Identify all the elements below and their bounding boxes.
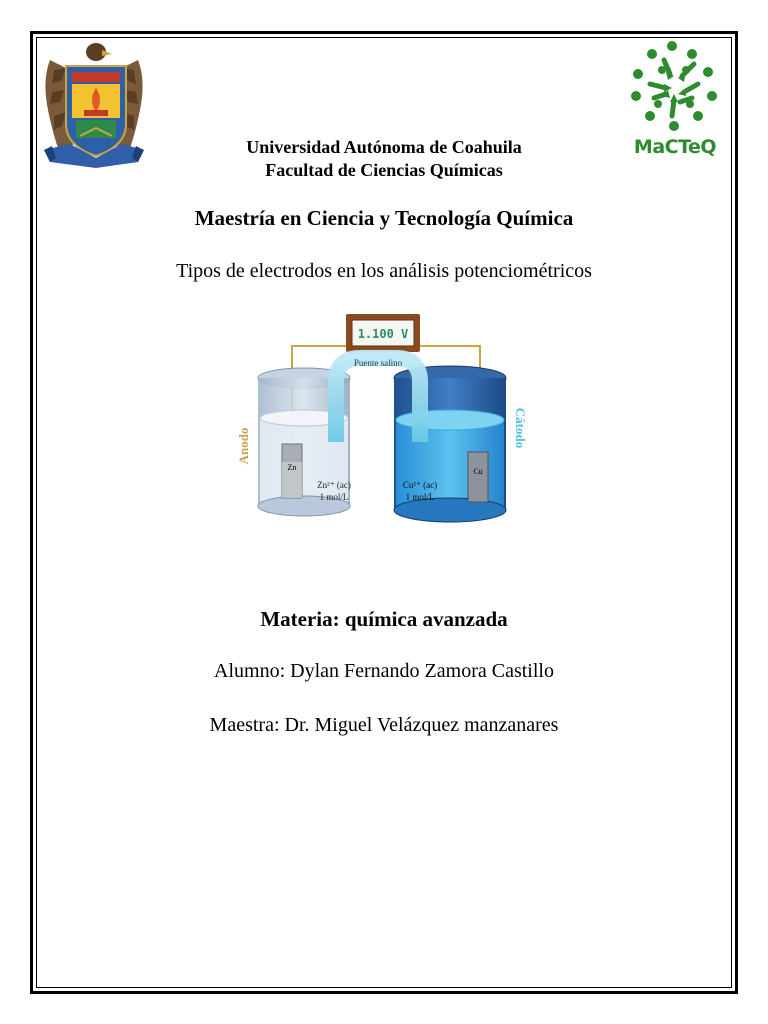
university-name: Universidad Autónoma de Coahuila bbox=[246, 137, 522, 157]
galvanic-cell-figure bbox=[226, 312, 536, 534]
macteq-logo-label: MaCTeQ bbox=[633, 136, 717, 158]
macteq-molecule-icon bbox=[628, 40, 720, 134]
document-topic: Tipos de electrodos en los análisis potenciométricos bbox=[176, 260, 592, 282]
left-solution-ion: Zn²⁺ (ac) bbox=[317, 480, 351, 490]
faculty-name: Facultad de Ciencias Químicas bbox=[265, 160, 503, 180]
program-title: Maestría en Ciencia y Tecnología Química bbox=[194, 206, 574, 230]
zinc-electrode bbox=[282, 444, 302, 498]
right-solution-conc: 1 mol/L bbox=[405, 492, 435, 502]
salt-bridge-label: Puente salino bbox=[353, 358, 403, 368]
voltmeter-reading: 1.100 V bbox=[357, 327, 409, 341]
cathode-label: Cátodo bbox=[513, 407, 528, 449]
zn-electrode-label: Zn bbox=[287, 463, 297, 472]
copper-electrode bbox=[468, 452, 488, 502]
left-solution-conc: 1 mol/L bbox=[319, 492, 349, 502]
anode-label: Anodo bbox=[236, 427, 251, 465]
teacher-name: Maestra: Dr. Miguel Velázquez manzanares bbox=[209, 714, 559, 736]
student-name: Alumno: Dylan Fernando Zamora Castillo bbox=[214, 660, 554, 682]
right-solution-ion: Cu²⁺ (ac) bbox=[402, 480, 438, 490]
subject-title: Materia: química avanzada bbox=[260, 607, 508, 631]
cu-electrode-label: Cu bbox=[473, 467, 483, 476]
voltmeter bbox=[346, 314, 420, 352]
